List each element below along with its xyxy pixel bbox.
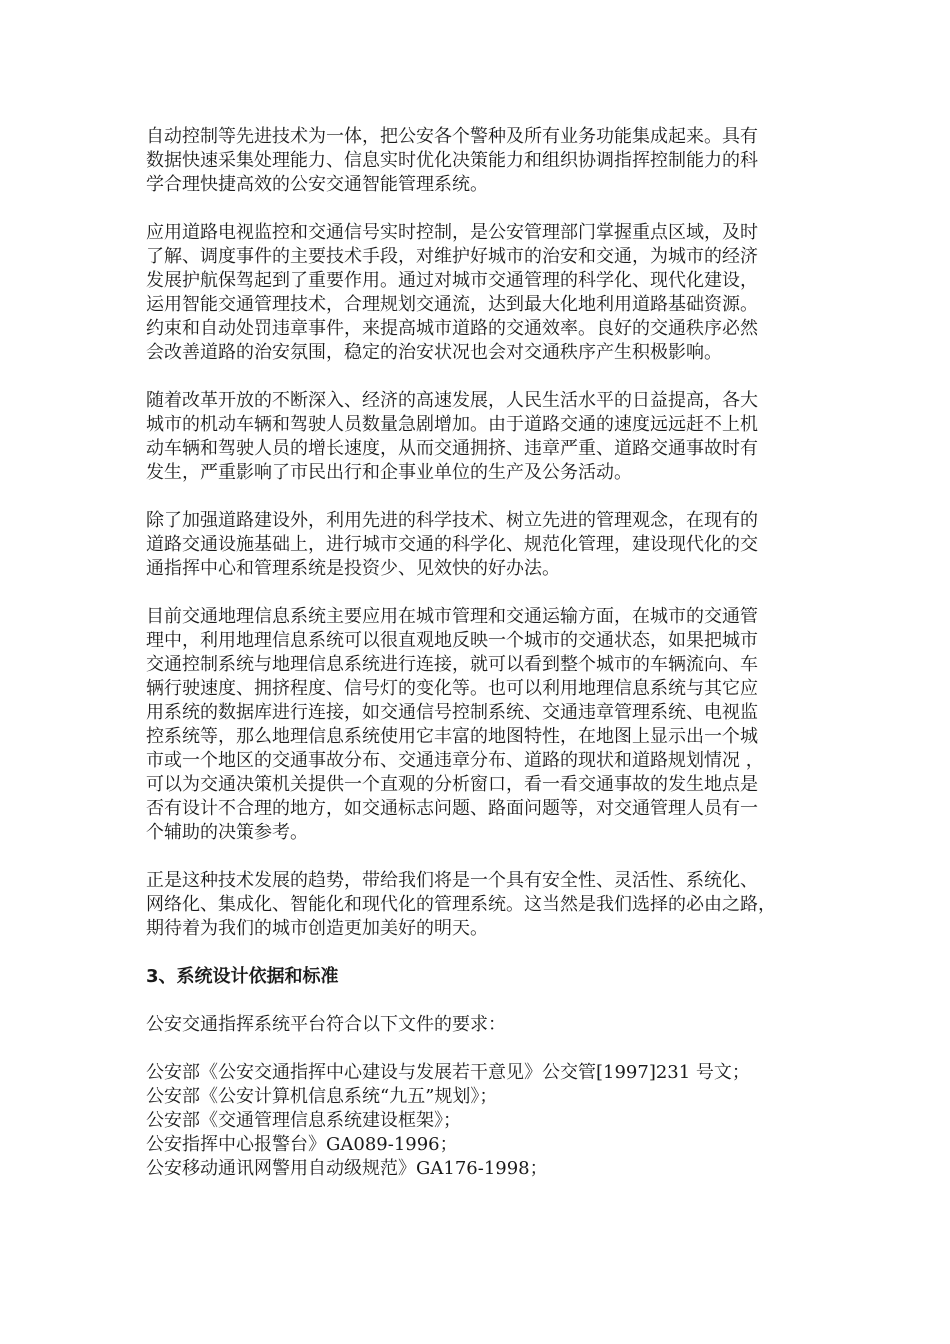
paragraph-5 xyxy=(146,605,806,845)
text-line: 理中，利用地理信息系统可以很直观地反映一个城市的交通状态，如果把城市 xyxy=(146,630,758,651)
text-line: 个辅助的决策参考。 xyxy=(146,822,308,843)
text-line: 发展护航保驾起到了重要作用。通过对城市交通管理的科学化、现代化建设， xyxy=(146,270,758,291)
text-line: 发生，严重影响了市民出行和企事业单位的生产及公务活动。 xyxy=(146,462,632,483)
paragraph-3 xyxy=(146,389,806,485)
paragraph-6 xyxy=(146,869,806,941)
text-line: 可以为交通决策机关提供一个直观的分析窗口，看一看交通事故的发生地点是 xyxy=(146,774,758,795)
intro-line: 公安交通指挥系统平台符合以下文件的要求： xyxy=(146,1014,506,1035)
text-line: 随着改革开放的不断深入、经济的高速发展，人民生活水平的日益提高，各大 xyxy=(146,390,758,411)
section-heading: 3、系统设计依据和标准 xyxy=(146,966,339,987)
text-line: 了解、调度事件的主要技术手段，对维护好城市的治安和交通，为城市的经济 xyxy=(146,246,758,267)
text-line: 否有设计不合理的地方，如交通标志问题、路面问题等，对交通管理人员有一 xyxy=(146,798,758,819)
text-line: 城市的机动车辆和驾驶人员数量急剧增加。由于道路交通的速度远远赶不上机 xyxy=(146,414,758,435)
reference-item: 公安部《公安交通指挥中心建设与发展若干意见》公交管[1997]231 号文； xyxy=(146,1062,750,1083)
document-page xyxy=(146,125,806,1181)
text-line: 辆行驶速度、拥挤程度、信号灯的变化等。也可以利用地理信息系统与其它应 xyxy=(146,678,758,699)
text-line: 除了加强道路建设外，利用先进的科学技术、树立先进的管理观念，在现有的 xyxy=(146,510,758,531)
text-line: 运用智能交通管理技术，合理规划交通流，达到最大化地利用道路基础资源。 xyxy=(146,294,758,315)
paragraph-1 xyxy=(146,125,806,197)
reference-list xyxy=(146,1061,806,1181)
text-line: 约束和自动处罚违章事件，来提高城市道路的交通效率。良好的交通秩序必然 xyxy=(146,318,758,339)
text-line: 市或一个地区的交通事故分布、交通违章分布、道路的现状和道路规划情况 ， xyxy=(146,750,764,771)
text-line: 用系统的数据库进行连接，如交通信号控制系统、交通违章管理系统、电视监 xyxy=(146,702,758,723)
paragraph-2 xyxy=(146,221,806,365)
reference-item: 公安指挥中心报警台》GA089-1996； xyxy=(146,1134,458,1155)
paragraph-4 xyxy=(146,509,806,581)
text-line: 学合理快捷高效的公安交通智能管理系统。 xyxy=(146,174,488,195)
reference-item: 公安部《公安计算机信息系统“九五”规划》； xyxy=(146,1086,498,1107)
reference-item: 公安部《交通管理信息系统建设框架》； xyxy=(146,1110,461,1131)
text-line: 会改善道路的治安氛围，稳定的治安状况也会对交通秩序产生积极影响。 xyxy=(146,342,722,363)
text-line: 控系统等，那么地理信息系统使用它丰富的地图特性，在地图上显示出一个城 xyxy=(146,726,758,747)
text-line: 应用道路电视监控和交通信号实时控制，是公安管理部门掌握重点区域，及时 xyxy=(146,222,758,243)
text-line: 数据快速采集处理能力、信息实时优化决策能力和组织协调指挥控制能力的科 xyxy=(146,150,758,171)
text-line: 网络化、集成化、智能化和现代化的管理系统。这当然是我们选择的必由之路， xyxy=(146,894,776,915)
text-line: 交通控制系统与地理信息系统进行连接，就可以看到整个城市的车辆流向、车 xyxy=(146,654,758,675)
text-line: 自动控制等先进技术为一体，把公安各个警种及所有业务功能集成起来。具有 xyxy=(146,126,758,147)
text-line: 期待着为我们的城市创造更加美好的明天。 xyxy=(146,918,488,939)
text-line: 动车辆和驾驶人员的增长速度，从而交通拥挤、违章严重、道路交通事故时有 xyxy=(146,438,758,459)
text-line: 正是这种技术发展的趋势，带给我们将是一个具有安全性、灵活性、系统化、 xyxy=(146,870,758,891)
reference-item: 公安移动通讯网警用自动级规范》GA176-1998； xyxy=(146,1158,548,1179)
text-line: 通指挥中心和管理系统是投资少、见效快的好办法。 xyxy=(146,558,560,579)
text-line: 道路交通设施基础上，进行城市交通的科学化、规范化管理，建设现代化的交 xyxy=(146,534,758,555)
text-line: 目前交通地理信息系统主要应用在城市管理和交通运输方面，在城市的交通管 xyxy=(146,606,758,627)
